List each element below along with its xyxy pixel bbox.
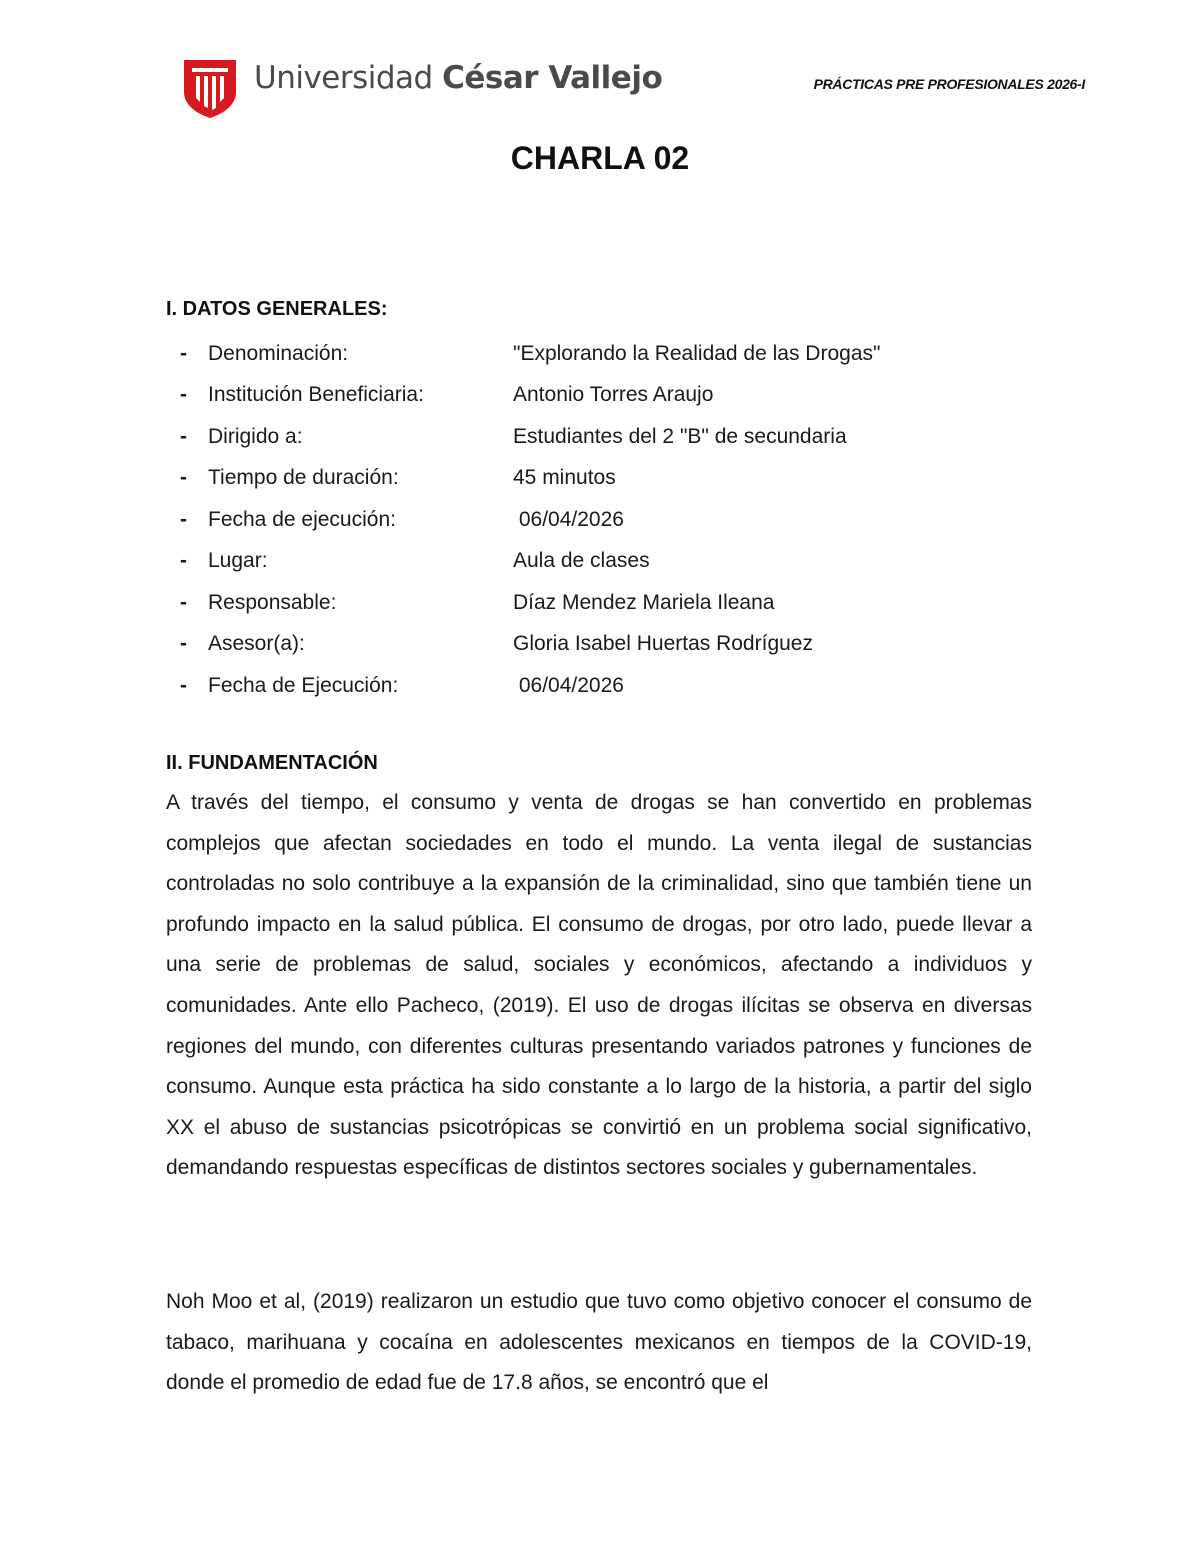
document-title: CHARLA 02 — [510, 140, 690, 176]
document-header — [0, 0, 1200, 130]
data-value: Antonio Torres Araujo — [513, 383, 714, 407]
section-heading-datos-generales: I. DATOS GENERALES: — [166, 298, 388, 320]
data-label: Denominación: — [208, 341, 349, 365]
data-row-dirigido — [166, 416, 1036, 458]
bullet-dash: - — [180, 507, 187, 531]
data-row-institucion — [166, 375, 1036, 417]
paragraph-fundamentacion-1: A través del tiempo, el consumo y venta de drogas se han convertido en problemas complejos que afectan sociedades en todo el mundo. La venta ilegal de sustancias controladas no solo contribuye a la expansión de la criminalidad, sino que también tiene un profundo impacto en la salud pública. El consumo de drogas, por otro lado, puede llevar a una serie de problemas de salud, sociales y económicos, afectando a individuos y comunidades. Ante ello Pacheco, (2019). El uso de drogas ilícitas se observa en diversas regiones del mundo, con diferentes culturas presentando variados patrones y funciones de consumo. Aunque esta práctica ha sido constante a lo largo de la historia, a partir del siglo XX el abuso de sustancias psicotrópicas se convirtió en un problema social significativo, demandando respuestas específicas de distintos sectores sociales y gubernamentales. — [166, 791, 1032, 1180]
bullet-dash: - — [180, 549, 187, 573]
section-heading-fundamentacion: II. FUNDAMENTACIÓN — [166, 752, 378, 774]
data-value: Gloria Isabel Huertas Rodríguez — [513, 632, 813, 656]
data-row-asesor — [166, 624, 1036, 666]
paragraph-fundamentacion-2: Noh Moo et al, (2019) realizaron un estudio que tuvo como objetivo conocer el consumo de tabaco, marihuana y cocaína en adolescentes mexicanos en tiempos de la COVID-19, donde el promedio de edad fue de 17.8 años, se encontró que el — [166, 1290, 1032, 1395]
bullet-dash: - — [180, 424, 187, 448]
data-row-fecha-ejecucion — [166, 499, 1036, 541]
data-row-fecha-ejecucion-2 — [166, 665, 1036, 707]
bullet-dash: - — [180, 632, 187, 656]
bullet-dash: - — [180, 466, 187, 490]
data-label: Fecha de ejecución: — [208, 507, 396, 531]
data-value: 06/04/2026 — [513, 673, 624, 697]
data-row-tiempo — [166, 458, 1036, 500]
general-data-list — [166, 333, 1036, 707]
data-value: Estudiantes del 2 "B" de secundaria — [513, 424, 847, 448]
data-label: Dirigido a: — [208, 424, 303, 448]
data-value: 06/04/2026 — [513, 507, 624, 531]
bullet-dash: - — [180, 341, 187, 365]
data-label: Asesor(a): — [208, 632, 305, 656]
header-program-label: PRÁCTICAS PRE PROFESIONALES 2026-I — [813, 76, 1085, 92]
bullet-dash: - — [180, 590, 187, 614]
data-label: Fecha de Ejecución: — [208, 673, 399, 697]
data-value: Díaz Mendez Mariela Ileana — [513, 590, 775, 614]
bullet-dash: - — [180, 673, 187, 697]
data-label: Tiempo de duración: — [208, 466, 399, 490]
university-name-regular: Universidad — [254, 60, 443, 96]
data-value: "Explorando la Realidad de las Drogas" — [513, 341, 881, 365]
data-value: Aula de clases — [513, 549, 650, 573]
university-name-bold: César Vallejo — [442, 60, 663, 96]
ucv-logo-icon — [182, 58, 238, 120]
data-label: Institución Beneficiaria: — [208, 383, 424, 407]
data-row-responsable — [166, 582, 1036, 624]
university-name — [254, 60, 662, 96]
data-value: 45 minutos — [513, 466, 616, 490]
data-row-lugar — [166, 541, 1036, 583]
data-label: Responsable: — [208, 590, 337, 614]
bullet-dash: - — [180, 383, 187, 407]
data-row-denominacion — [166, 333, 1036, 375]
data-label: Lugar: — [208, 549, 268, 573]
